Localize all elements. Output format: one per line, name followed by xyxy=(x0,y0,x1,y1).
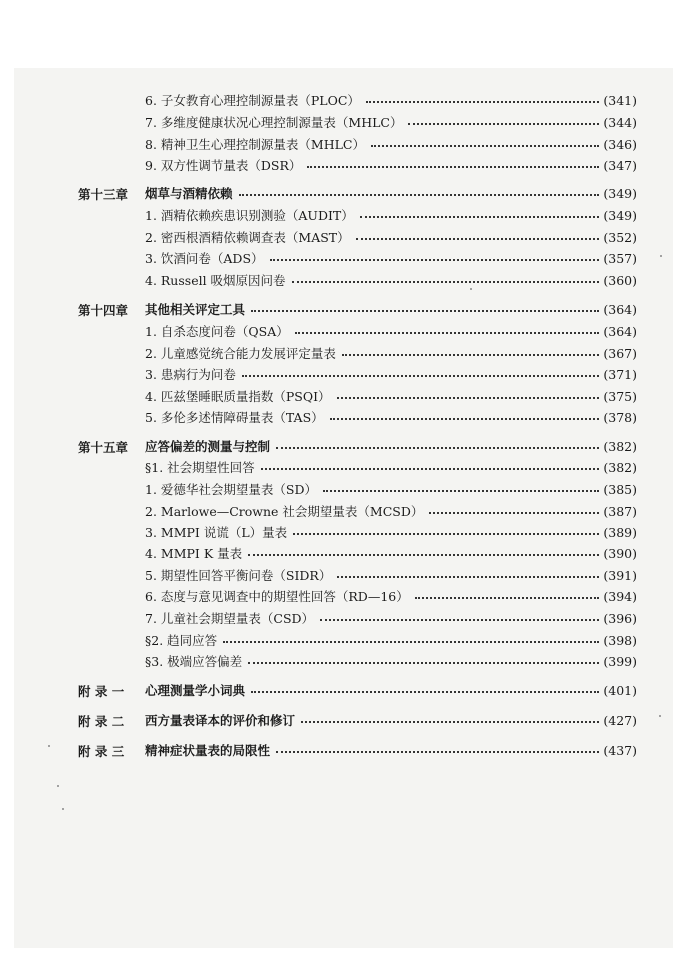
dot-leader xyxy=(251,691,599,693)
toc-entry-title: 4. Russell 吸烟原因问卷 xyxy=(145,273,286,288)
dot-leader xyxy=(360,216,600,218)
toc-entry-title: 9. 双方性调节量表（DSR） xyxy=(145,158,302,173)
dot-leader xyxy=(248,554,599,556)
toc-entry-page: (360) xyxy=(603,272,637,288)
toc-entry xyxy=(145,586,637,606)
scan-speck xyxy=(57,785,59,787)
chapter-page: (349) xyxy=(603,185,637,201)
dot-leader xyxy=(295,332,600,334)
toc-entry-title: 1. 自杀态度问卷（QSA） xyxy=(145,324,289,339)
toc-entry-page: (357) xyxy=(603,250,637,266)
toc-entry-title: 4. 匹兹堡睡眠质量指数（PSQI） xyxy=(145,389,331,404)
toc-entry-title: §1. 社会期望性回答 xyxy=(145,460,255,475)
dot-leader xyxy=(337,397,600,399)
toc-entry-title: 2. 儿童感觉统合能力发展评定量表 xyxy=(145,346,336,361)
toc-entry xyxy=(145,90,637,110)
toc-entry-page: (399) xyxy=(603,653,637,669)
chapter-title: 其他相关评定工具 xyxy=(145,302,246,317)
dot-leader xyxy=(239,194,600,196)
dot-leader xyxy=(320,619,599,621)
appendix-title: 西方量表译本的评价和修订 xyxy=(145,713,296,728)
toc-entry-page: (344) xyxy=(603,114,637,130)
toc-entry xyxy=(145,457,637,477)
toc-entry xyxy=(145,386,637,406)
toc-entry-title: 1. 酒精依赖疾患识别测验（AUDIT） xyxy=(145,208,354,223)
dot-leader xyxy=(307,166,599,168)
toc-entry-page: (375) xyxy=(603,388,637,404)
toc-entry xyxy=(145,205,637,225)
toc-entry-page: (389) xyxy=(603,524,637,540)
toc-entry-page: (347) xyxy=(603,157,637,173)
toc-entry-title: 3. 饮酒问卷（ADS） xyxy=(145,251,264,266)
scan-speck xyxy=(62,808,64,810)
toc-entry xyxy=(145,343,637,363)
dot-leader xyxy=(270,259,600,261)
toc-entry xyxy=(145,155,637,175)
toc-entry xyxy=(145,565,637,585)
toc-entry xyxy=(145,407,637,427)
toc-entry xyxy=(145,522,637,542)
dot-leader xyxy=(429,512,599,514)
appendix-label: 附 录 三 xyxy=(78,744,125,759)
dot-leader xyxy=(337,576,599,578)
dot-leader xyxy=(330,418,600,420)
toc-entry xyxy=(145,479,637,499)
toc-entry-page: (398) xyxy=(603,632,637,648)
toc-entry-page: (352) xyxy=(603,229,637,245)
toc-entry-title: 2. Marlowe—Crowne 社会期望量表（MCSD） xyxy=(145,504,424,519)
scan-speck xyxy=(470,288,472,290)
appendix-label: 附 录 一 xyxy=(78,684,125,699)
toc-entry-title: 3. MMPI 说谎（L）量表 xyxy=(145,525,288,540)
chapter-title: 应答偏差的测量与控制 xyxy=(145,439,271,454)
appendix-entry xyxy=(145,710,637,730)
appendix-entry xyxy=(145,680,637,700)
chapter-title: 烟草与酒精依赖 xyxy=(145,186,233,201)
scan-speck xyxy=(48,745,50,747)
toc-entry-page: (346) xyxy=(603,136,637,152)
toc-entry-page: (394) xyxy=(603,588,637,604)
toc-entry xyxy=(145,321,637,341)
toc-entry-page: (390) xyxy=(603,545,637,561)
toc-entry-title: 7. 多维度健康状况心理控制源量表（MHLC） xyxy=(145,115,403,130)
dot-leader xyxy=(251,310,599,312)
dot-leader xyxy=(408,123,599,125)
appendix-entry xyxy=(145,740,637,760)
toc-entry xyxy=(145,270,637,290)
toc-entry-title: 4. MMPI K 量表 xyxy=(145,546,243,561)
toc-entry-title: 6. 子女教育心理控制源量表（PLOC） xyxy=(145,93,360,108)
appendix-label: 附 录 二 xyxy=(78,714,125,729)
toc-entry-title: 5. 期望性回答平衡问卷（SIDR） xyxy=(145,568,332,583)
toc-entry-title: §3. 极端应答偏差 xyxy=(145,654,243,669)
dot-leader xyxy=(356,238,600,240)
toc-entry-title: 2. 密西根酒精依赖调查表（MAST） xyxy=(145,230,350,245)
toc-entry xyxy=(145,134,637,154)
toc-entry-page: (391) xyxy=(603,567,637,583)
dot-leader xyxy=(223,641,599,643)
toc-entry-page: (387) xyxy=(603,503,637,519)
appendix-title: 心理测量学小词典 xyxy=(145,683,246,698)
toc-entry-page: (341) xyxy=(603,92,637,108)
toc-entry-page: (396) xyxy=(603,610,637,626)
dot-leader xyxy=(301,721,599,723)
dot-leader xyxy=(292,281,600,283)
chapter-page: (382) xyxy=(603,438,637,454)
dot-leader xyxy=(248,662,599,664)
dot-leader xyxy=(276,751,599,753)
appendix-page: (427) xyxy=(603,712,637,728)
toc-entry-page: (364) xyxy=(603,323,637,339)
toc-entry-title: §2. 趋同应答 xyxy=(145,633,218,648)
toc-entry-title: 5. 多伦多述情障碍量表（TAS） xyxy=(145,410,324,425)
chapter-entry xyxy=(145,436,637,456)
toc-entry xyxy=(145,543,637,563)
toc-entry-page: (378) xyxy=(603,409,637,425)
toc-entry xyxy=(145,501,637,521)
chapter-label: 第十四章 xyxy=(78,303,129,318)
scan-speck xyxy=(659,715,661,717)
toc-entry xyxy=(145,248,637,268)
appendix-page: (401) xyxy=(603,682,637,698)
scan-speck xyxy=(660,255,662,257)
toc-entry xyxy=(145,608,637,628)
chapter-entry xyxy=(145,183,637,203)
dot-leader xyxy=(276,447,599,449)
dot-leader xyxy=(293,533,599,535)
toc-entry-title: 7. 儿童社会期望量表（CSD） xyxy=(145,611,315,626)
toc-entry-title: 8. 精神卫生心理控制源量表（MHLC） xyxy=(145,137,365,152)
toc-entry-title: 6. 态度与意见调查中的期望性回答（RD—16） xyxy=(145,589,409,604)
dot-leader xyxy=(366,101,599,103)
toc-entry xyxy=(145,364,637,384)
toc-entry xyxy=(145,227,637,247)
toc-entry-title: 1. 爱德华社会期望量表（SD） xyxy=(145,482,317,497)
appendix-title: 精神症状量表的局限性 xyxy=(145,743,271,758)
chapter-page: (364) xyxy=(603,301,637,317)
dot-leader xyxy=(371,145,599,147)
chapter-entry xyxy=(145,299,637,319)
toc-entry-page: (371) xyxy=(603,366,637,382)
dot-leader xyxy=(261,468,600,470)
appendix-page: (437) xyxy=(603,742,637,758)
toc-entry-page: (382) xyxy=(603,459,637,475)
chapter-label: 第十三章 xyxy=(78,187,129,202)
toc-entry-page: (367) xyxy=(603,345,637,361)
toc-entry xyxy=(145,112,637,132)
dot-leader xyxy=(342,354,599,356)
chapter-label: 第十五章 xyxy=(78,440,129,455)
toc-entry xyxy=(145,630,637,650)
toc-entry-page: (385) xyxy=(603,481,637,497)
toc-entry-title: 3. 患病行为问卷 xyxy=(145,367,236,382)
dot-leader xyxy=(415,597,600,599)
toc-entry-page: (349) xyxy=(603,207,637,223)
dot-leader xyxy=(323,490,599,492)
toc-entry xyxy=(145,651,637,671)
dot-leader xyxy=(242,375,599,377)
